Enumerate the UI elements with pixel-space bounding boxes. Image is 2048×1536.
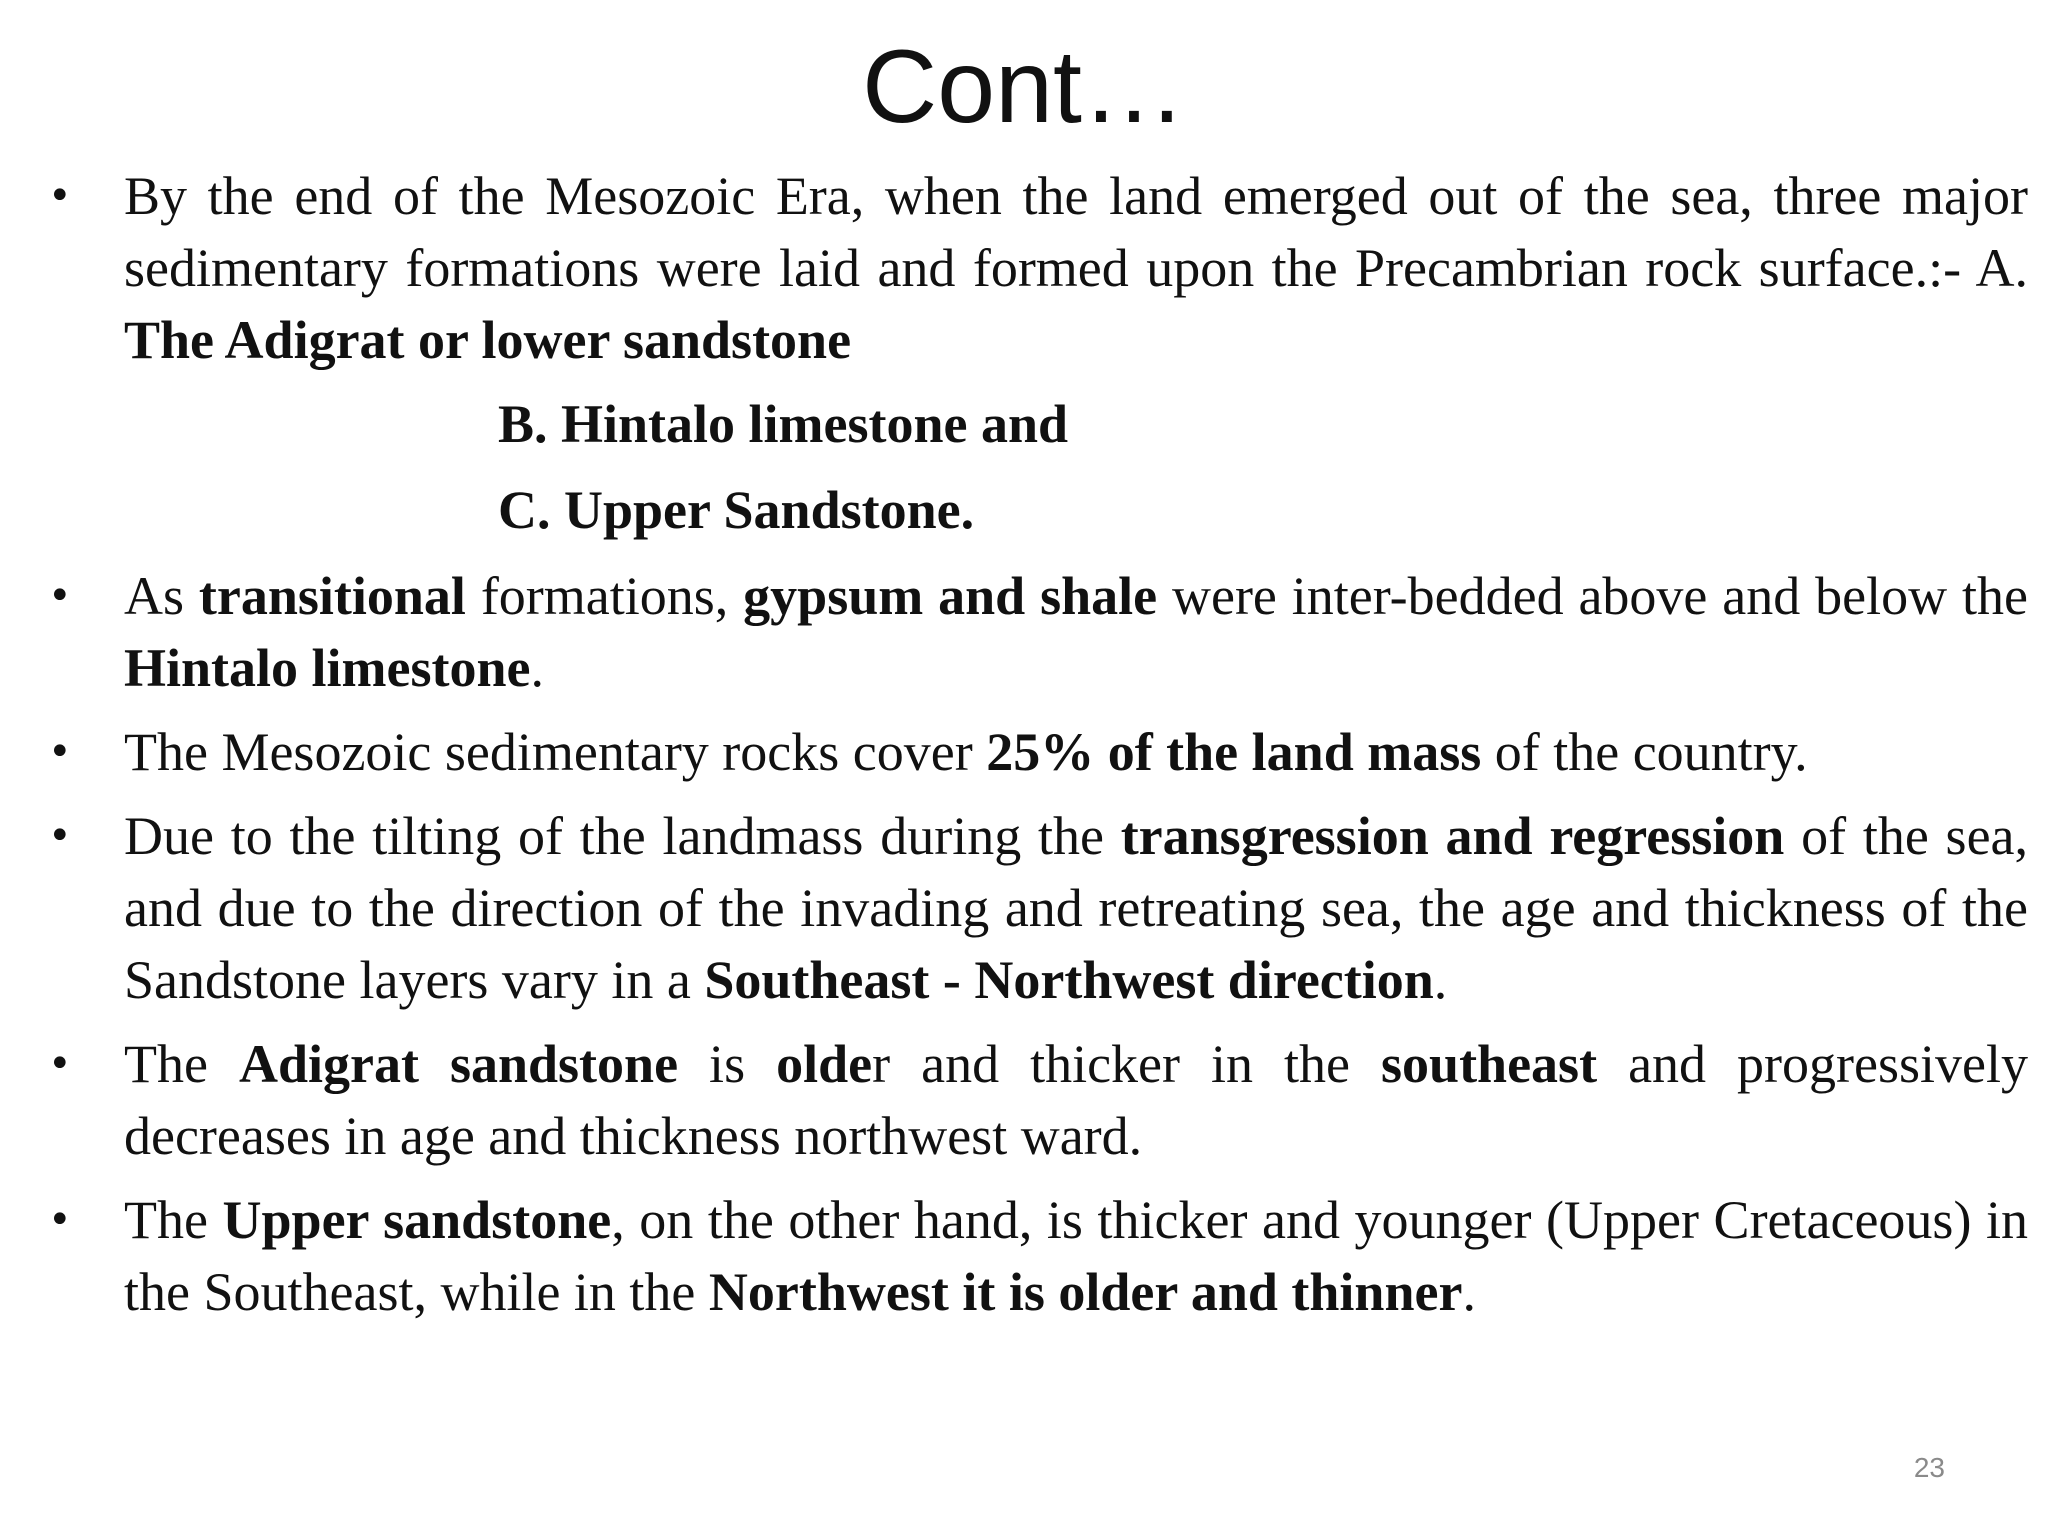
bullet-dot-icon: • bbox=[48, 573, 72, 619]
bullet-text-bold: Adigrat sandstone bbox=[238, 1034, 679, 1094]
bullet-dot-icon: • bbox=[48, 173, 72, 219]
bullet-mesozoic-formations bbox=[48, 160, 2028, 376]
bullet-list bbox=[48, 160, 2028, 1340]
bullet-text-bold: gypsum and shale bbox=[743, 566, 1158, 626]
bullet-text: The bbox=[124, 1034, 239, 1094]
bullet-dot-icon: • bbox=[48, 813, 72, 859]
page-number: 23 bbox=[1913, 1452, 1945, 1483]
bullet-text-bold: The Adigrat or lower sandstone bbox=[124, 310, 852, 370]
bullet-transitional-formations bbox=[48, 560, 2028, 704]
bullet-text: formations, bbox=[465, 566, 744, 626]
bullet-text-bold: olde bbox=[776, 1034, 873, 1094]
slide-title: Cont… bbox=[862, 29, 1186, 145]
bullet-text: is bbox=[678, 1034, 777, 1094]
bullet-text: Due to the tilting of the landmass during the bbox=[124, 806, 1121, 866]
bullet-text-bold: transgression and regression bbox=[1120, 806, 1785, 866]
bullet-text-bold: Upper sandstone bbox=[222, 1190, 612, 1250]
bullet-text: of the sea, and due to the direction of the invading and retreating sea, the age and thickness of the Sandstone layers vary in a bbox=[124, 806, 2029, 1010]
bullet-text: and progressively decreases in age and thickness northwest ward. bbox=[124, 1034, 2028, 1166]
bullet-text-bold: Northwest it is older and thinner bbox=[708, 1262, 1463, 1322]
bullet-dot-icon: • bbox=[48, 1197, 72, 1243]
bullet-text-bold: 25% of the land mass bbox=[986, 722, 1482, 782]
bullet-text: of the country. bbox=[1481, 722, 1808, 782]
bullet-text: were inter-bedded above and below the bbox=[1157, 566, 2028, 626]
formation-sublist bbox=[48, 388, 2028, 546]
bullet-dot-icon: • bbox=[48, 729, 72, 775]
sub-item-hintalo: B. Hintalo limestone and bbox=[498, 394, 1069, 454]
bullet-text: , on the other hand, is thicker and younger (Upper Cretaceous) in the Southeast, while in the bbox=[124, 1190, 2028, 1322]
bullet-text-bold: Southeast - Northwest direction bbox=[704, 950, 1434, 1010]
bullet-text: As bbox=[124, 566, 199, 626]
bullet-text-bold: southeast bbox=[1381, 1034, 1598, 1094]
bullet-text: r and thicker in the bbox=[872, 1034, 1382, 1094]
bullet-text: The Mesozoic sedimentary rocks cover bbox=[124, 722, 987, 782]
bullet-text: The bbox=[124, 1190, 223, 1250]
bullet-adigrat-sandstone bbox=[48, 1028, 2028, 1172]
sub-item-upper-sandstone: C. Upper Sandstone. bbox=[498, 480, 975, 540]
bullet-tilting-landmass bbox=[48, 800, 2028, 1016]
bullet-text: . bbox=[530, 638, 544, 698]
bullet-text: . bbox=[1433, 950, 1448, 1010]
bullet-land-mass-coverage bbox=[48, 716, 2028, 788]
bullet-upper-sandstone bbox=[48, 1184, 2028, 1328]
bullet-text-bold: transitional bbox=[198, 566, 466, 626]
bullet-text: By the end of the Mesozoic Era, when the land emerged out of the sea, three major sedimentary formations were laid and formed upon the Precambrian rock surface.:- A. bbox=[124, 166, 2028, 298]
bullet-text-bold: Hintalo limestone bbox=[124, 638, 531, 698]
bullet-dot-icon: • bbox=[48, 1041, 72, 1087]
bullet-text: . bbox=[1462, 1262, 1476, 1322]
